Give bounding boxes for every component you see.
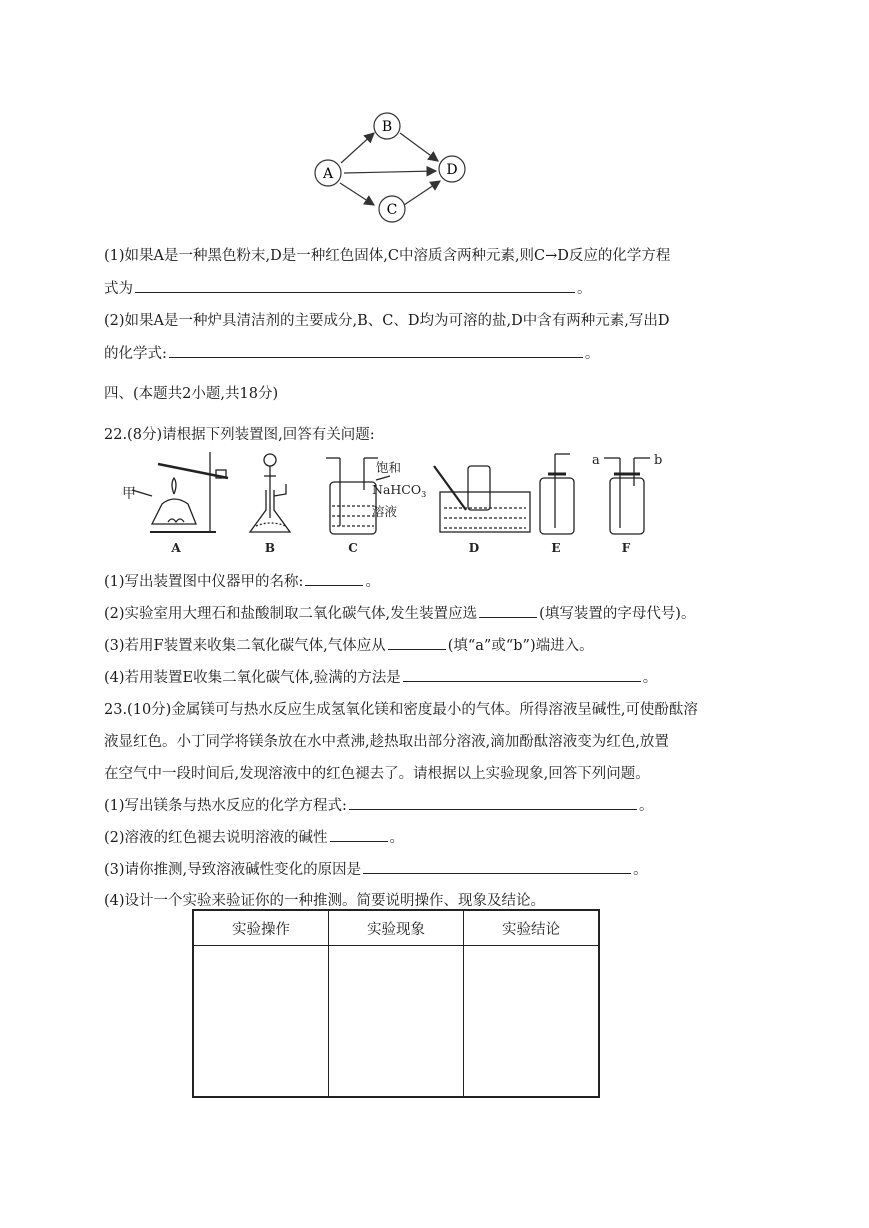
- q23-stem-line2: 液显红色。小丁同学将镁条放在水中煮沸,趁热取出部分溶液,滴加酚酞溶液变为红色,放置: [104, 734, 669, 750]
- q22-answer-blank-2[interactable]: [479, 603, 537, 618]
- q21-part2-line2: 的化学式: 。: [104, 342, 599, 363]
- q21-part1-line1: (1)如果A是一种黑色粉末,D是一种红色固体,C中溶质含两种元素,则C→D反应的化学方程: [104, 248, 671, 264]
- node-a-label: A: [322, 166, 334, 182]
- q22-part4: (4)若用装置E收集二氧化碳气体,验满的方法是 。: [104, 666, 657, 687]
- q22-part2: (2)实验室用大理石和盐酸制取二氧化碳气体,发生装置应选 (填写装置的字母代号)。: [104, 602, 695, 623]
- cell-conclusion[interactable]: [464, 946, 600, 1098]
- cell-operation[interactable]: [193, 946, 329, 1098]
- q22-answer-blank-3[interactable]: [388, 635, 446, 650]
- q23-stem-line3: 在空气中一段时间后,发现溶液中的红色褪去了。请根据以上实验现象,回答下列问题。: [104, 766, 650, 782]
- apparatus-label-c: C: [348, 541, 358, 555]
- label-jia: 甲: [122, 486, 136, 502]
- header-phenomenon: 实验现象: [329, 910, 464, 946]
- header-conclusion: 实验结论: [464, 910, 600, 946]
- apparatus-label-d: D: [468, 541, 480, 555]
- q22-part1: (1)写出装置图中仪器甲的名称: 。: [104, 570, 380, 591]
- apparatus-label-a: A: [171, 541, 181, 555]
- q22-answer-blank-1[interactable]: [305, 571, 363, 586]
- apparatus-label-f: F: [621, 541, 631, 555]
- apparatus-label-e: E: [551, 541, 561, 555]
- node-b-label: B: [381, 119, 393, 135]
- q23-answer-blank-3[interactable]: [363, 859, 631, 874]
- apparatus-figure: [118, 446, 678, 558]
- node-d-label: D: [446, 162, 458, 178]
- label-solution: 溶液: [372, 504, 398, 519]
- q23-stem-line1: 23.(10分)金属镁可与热水反应生成氢氧化镁和密度最小的气体。所得溶液呈碱性,可使酚酞溶: [104, 702, 698, 718]
- q21-answer-blank-1[interactable]: [135, 278, 575, 293]
- q22-part3: (3)若用F装置来收集二氧化碳气体,气体应从 (填“a”或“b”)端进入。: [104, 634, 594, 655]
- flow-diagram: [300, 105, 490, 230]
- q23-answer-blank-2[interactable]: [330, 827, 388, 842]
- q21-answer-blank-2[interactable]: [169, 343, 583, 358]
- q23-part2: (2)溶液的红色褪去说明溶液的碱性 。: [104, 826, 404, 847]
- label-port-b: b: [654, 453, 663, 468]
- label-nahco3: NaHCO$_3$: [372, 482, 427, 499]
- node-c-label: C: [386, 202, 398, 218]
- q23-answer-blank-1[interactable]: [349, 795, 637, 810]
- cell-phenomenon[interactable]: [329, 946, 464, 1098]
- q22-stem: 22.(8分)请根据下列装置图,回答有关问题:: [104, 427, 375, 443]
- q22-answer-blank-4[interactable]: [403, 667, 641, 682]
- q21-part1-line2: 式为 。: [104, 277, 592, 298]
- q21-part2-line1: (2)如果A是一种炉具清洁剂的主要成分,B、C、D均为可溶的盐,D中含有两种元素,写出D: [104, 313, 670, 329]
- label-saturated: 饱和: [376, 460, 402, 475]
- q23-part1: (1)写出镁条与热水反应的化学方程式: 。: [104, 794, 653, 815]
- label-port-a: a: [592, 453, 600, 468]
- q23-part4: (4)设计一个实验来验证你的一种推测。简要说明操作、现象及结论。: [104, 893, 546, 909]
- section-heading: 四、(本题共2小题,共18分): [104, 386, 279, 402]
- header-operation: 实验操作: [193, 910, 329, 946]
- apparatus-label-b: B: [264, 541, 276, 555]
- q23-part3: (3)请你推测,导致溶液碱性变化的原因是 。: [104, 858, 648, 879]
- experiment-table: [192, 909, 600, 1098]
